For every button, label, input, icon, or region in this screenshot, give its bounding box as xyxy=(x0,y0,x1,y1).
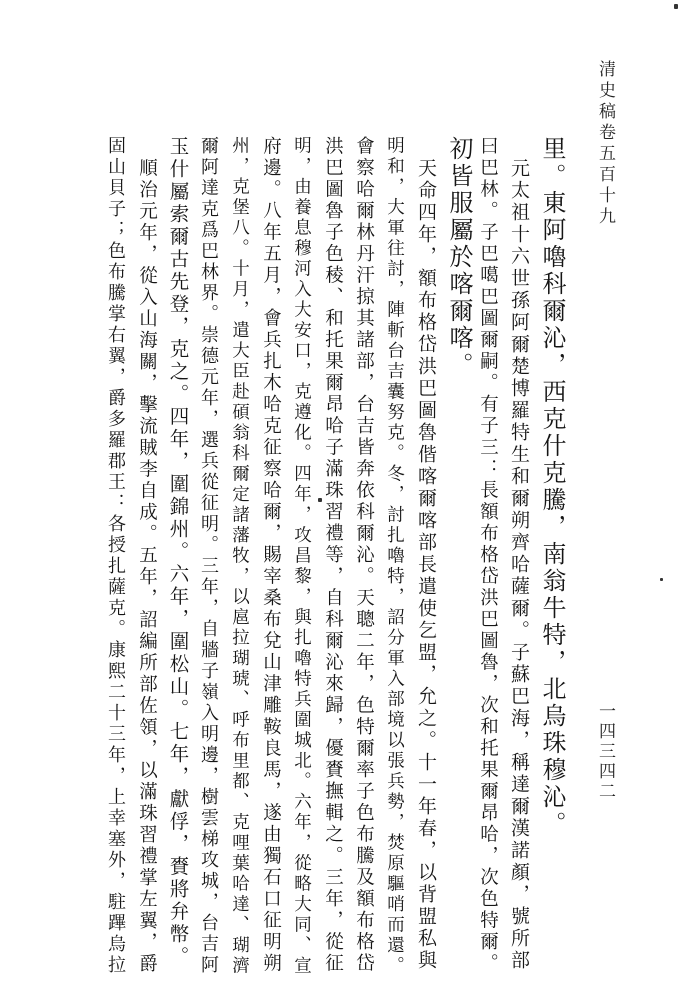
scan-mark xyxy=(674,4,678,9)
text-column-1: 里。東阿嚕科爾沁，西克什克騰，南翁牛特，北烏珠穆沁。 xyxy=(538,136,566,838)
text-column-12: 爾阿達克爲巴林界。崇德元年，選兵從征明。三年，自牆子嶺入明邊，樹雲梯攻城，台吉阿 xyxy=(198,136,219,976)
page-number: 一四三四二 xyxy=(595,702,615,802)
text-column-6: 明和，大軍往討，陣斬台吉囊努克。冬，討扎嚕特，詔分軍入部境以張兵勢，焚原驅哨而還。 xyxy=(384,136,405,977)
text-column-7: 會察哈爾林丹汗掠其諸部，台吉皆奔依科爾沁。天聰二年，色特爾率子色布騰及額布格岱 xyxy=(353,136,375,975)
text-column-2: 元太祖十六世孫阿爾楚博羅特生和爾朔齊哈薩爾。子蘇巴海，稱達爾漢諾顏，號所部 xyxy=(508,158,530,972)
text-column-10: 府邊。八年五月，會兵扎木哈克征察哈爾，賜宰桑布兌山津雕鞍良馬，遂由獨石口征明朔 xyxy=(260,136,282,975)
text-column-3: 曰巴林。子巴噶巴圖爾嗣。有子三：長額布格岱洪巴圖魯，次和托果爾昂哈，次色特爾。 xyxy=(477,136,499,975)
text-column-9: 明，由養息穆河入大安口，克遵化。四年，攻昌黎，與扎嚕特兵圍城北。六年，從略大同、宣 xyxy=(291,136,312,977)
text-column-4: 初皆服屬於喀爾喀。 xyxy=(445,136,473,379)
running-title: 清史稿卷五百十九 xyxy=(595,60,615,228)
scan-mark xyxy=(318,498,322,502)
text-column-14: 順治元年，從入山海關，擊流賊李自成。五年，詔編所部佐領，以滿珠習禮掌左翼，爵 xyxy=(136,158,158,975)
scan-mark xyxy=(660,578,663,581)
text-column-8: 洪巴圖魯子色稜、和托果爾昂哈子滿珠習禮等，自科爾沁來歸，優賚撫輯之。三年，從征 xyxy=(322,136,344,975)
text-column-13: 玉什屬索爾古先登，克之。四年，圍錦州。六年，圍松山。七年，獻俘，賚將弁幣。 xyxy=(166,136,190,969)
text-column-15: 固山貝子；色布騰掌右翼，爵多羅郡王：各授扎薩克。康熙二十三年，上幸塞外，駐蹕烏拉 xyxy=(105,136,126,976)
text-column-5: 天命四年，額布格岱洪巴圖魯偕喀爾喀部長遣使乞盟，允之。十一年春，以背盟私與 xyxy=(415,158,437,972)
text-column-11: 州，克堡八。十月，遣大臣赴碩翁科爾定諸藩牧，以扈拉瑚琥、呼布里都、克哩葉哈達、瑚濟 xyxy=(229,136,250,977)
